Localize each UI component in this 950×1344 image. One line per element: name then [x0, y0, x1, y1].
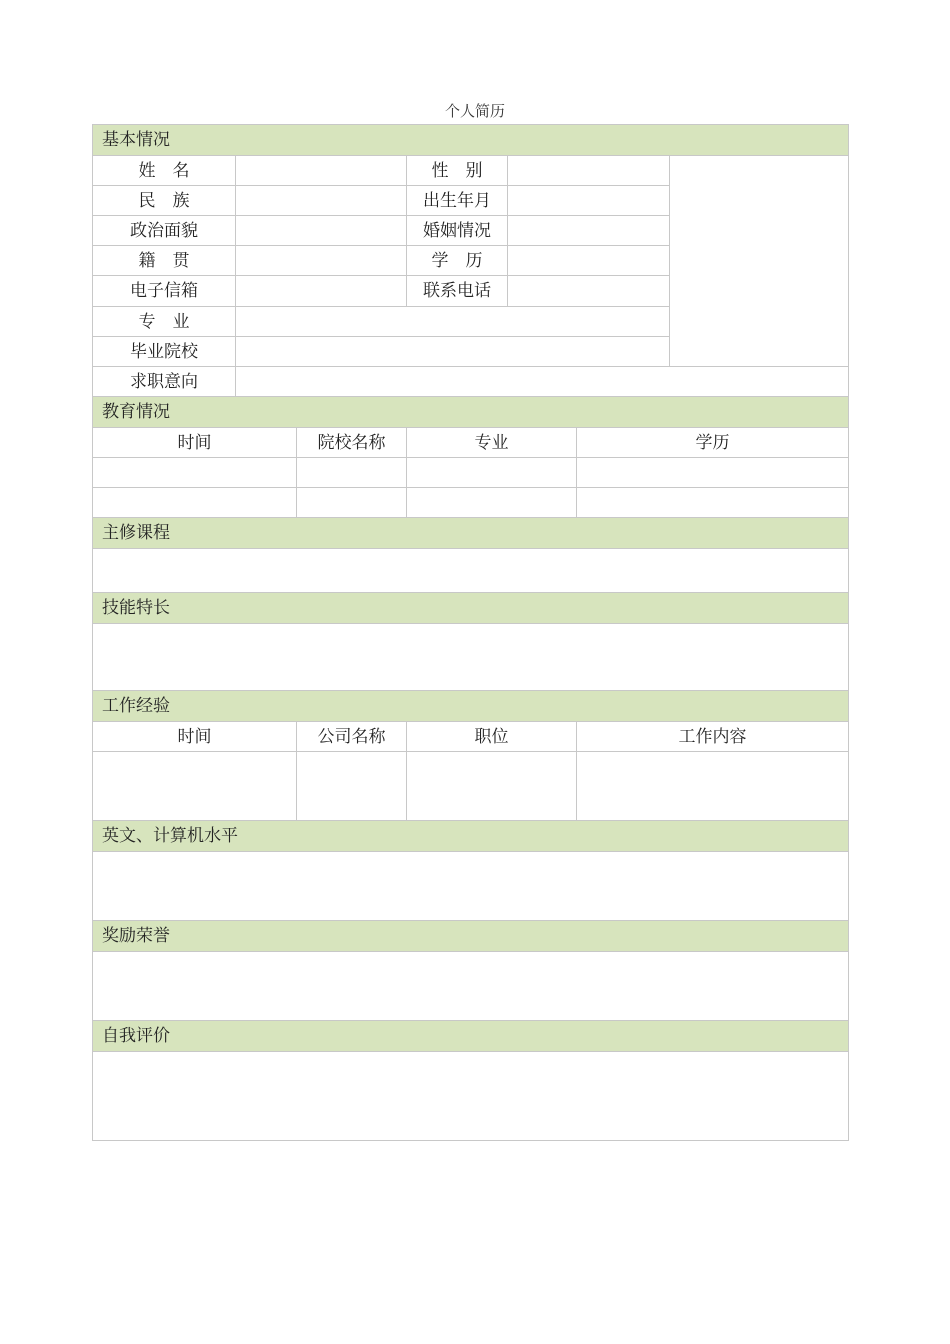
- work-header-company: 公司名称: [297, 722, 407, 752]
- edu-header-time: 时间: [93, 428, 297, 458]
- edu-cell[interactable]: [577, 458, 849, 488]
- label-political: 政治面貌: [93, 216, 236, 246]
- work-header-time: 时间: [93, 722, 297, 752]
- field-birth[interactable]: [508, 186, 670, 216]
- label-gender: 性 别: [407, 156, 508, 186]
- photo-area[interactable]: [670, 156, 849, 367]
- section-header-courses: 主修课程: [93, 518, 849, 549]
- label-marital: 婚姻情况: [407, 216, 508, 246]
- field-gender[interactable]: [508, 156, 670, 186]
- courses-content[interactable]: [93, 549, 849, 593]
- label-objective: 求职意向: [93, 367, 236, 397]
- label-degree: 学 历: [407, 246, 508, 276]
- label-ethnicity: 民 族: [93, 186, 236, 216]
- edu-cell[interactable]: [577, 488, 849, 518]
- table-row: [93, 752, 849, 821]
- section-header-basic: 基本情况: [93, 125, 849, 156]
- skills-content[interactable]: [93, 624, 849, 691]
- work-header-position: 职位: [407, 722, 577, 752]
- work-cell[interactable]: [577, 752, 849, 821]
- edu-cell[interactable]: [297, 458, 407, 488]
- section-header-language: 英文、计算机水平: [93, 821, 849, 852]
- field-major[interactable]: [236, 307, 670, 337]
- resume-table: [92, 124, 849, 1141]
- section-header-education: 教育情况: [93, 397, 849, 428]
- work-cell[interactable]: [407, 752, 577, 821]
- label-name: 姓 名: [93, 156, 236, 186]
- field-phone[interactable]: [508, 276, 670, 307]
- edu-header-school: 院校名称: [297, 428, 407, 458]
- field-political[interactable]: [236, 216, 407, 246]
- table-row: [93, 458, 849, 488]
- label-major: 专 业: [93, 307, 236, 337]
- field-school[interactable]: [236, 337, 670, 367]
- field-email[interactable]: [236, 276, 407, 307]
- self-eval-content[interactable]: [93, 1052, 849, 1141]
- field-native[interactable]: [236, 246, 407, 276]
- field-marital[interactable]: [508, 216, 670, 246]
- label-birth: 出生年月: [407, 186, 508, 216]
- edu-cell[interactable]: [407, 458, 577, 488]
- label-school: 毕业院校: [93, 337, 236, 367]
- edu-cell[interactable]: [297, 488, 407, 518]
- table-row: [93, 488, 849, 518]
- language-content[interactable]: [93, 852, 849, 921]
- work-cell[interactable]: [93, 752, 297, 821]
- field-degree[interactable]: [508, 246, 670, 276]
- section-header-awards: 奖励荣誉: [93, 921, 849, 952]
- work-header-content: 工作内容: [577, 722, 849, 752]
- field-objective[interactable]: [236, 367, 849, 397]
- section-header-work: 工作经验: [93, 691, 849, 722]
- label-phone: 联系电话: [407, 276, 508, 307]
- edu-cell[interactable]: [407, 488, 577, 518]
- edu-cell[interactable]: [93, 488, 297, 518]
- label-native: 籍 贯: [93, 246, 236, 276]
- field-ethnicity[interactable]: [236, 186, 407, 216]
- work-cell[interactable]: [297, 752, 407, 821]
- document-title: 个人简历: [444, 102, 505, 120]
- section-header-skills: 技能特长: [93, 593, 849, 624]
- section-header-self-eval: 自我评价: [93, 1021, 849, 1052]
- field-name[interactable]: [236, 156, 407, 186]
- edu-header-degree: 学历: [577, 428, 849, 458]
- edu-header-major: 专业: [407, 428, 577, 458]
- label-email: 电子信箱: [93, 276, 236, 307]
- awards-content[interactable]: [93, 952, 849, 1021]
- edu-cell[interactable]: [93, 458, 297, 488]
